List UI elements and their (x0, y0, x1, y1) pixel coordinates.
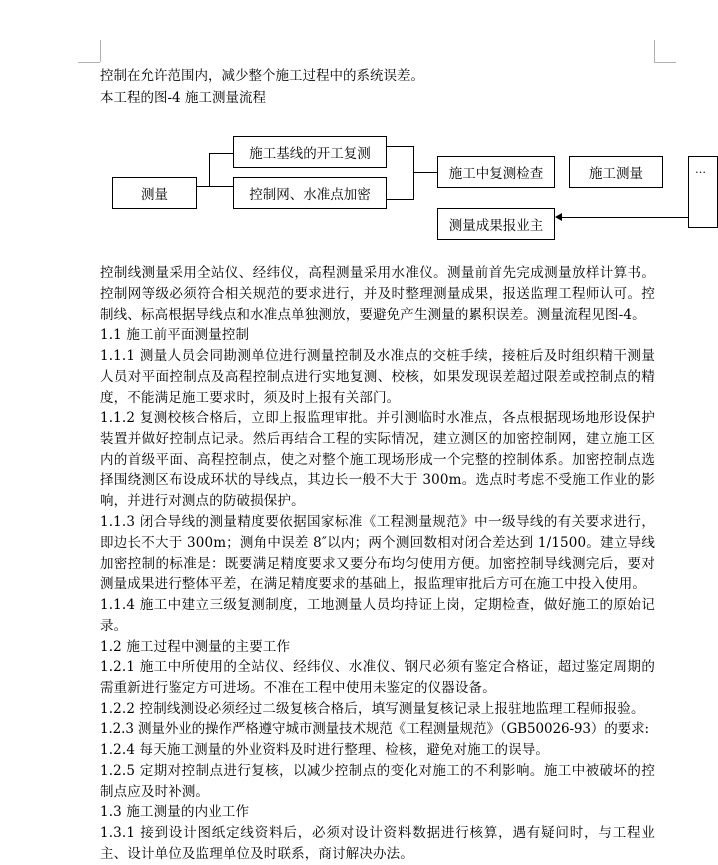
paragraph-1-1-2: 1.1.2 复测校核合格后，立即上报监理审批。并引测临时水准点，各点根据现场地形设保护装置并做好控制点记录。然后再结合工程的实际情况，建立测区的加密控制网，建立施工区内的首级平面、高程控制点，使之对整个施工现场形成一个完整的控制体系。加密控制点选择围绕测区布设成环状的导线点，其边长一般不大于 300m。选点时考虑不受施工作业的影响，并进行对测点的防破损保护。 (100, 410, 655, 510)
paragraph-1-2-4: 1.2.4 每天施工测量的外业资料及时进行整理、检核，避免对施工的误导。 (100, 742, 550, 758)
paragraph-1-1-3: 1.1.3 闭合导线的测量精度要依据国家标准《工程测量规范》中一级导线的有关要求进行，即边长不大于 300m；测角中误差 8″以内；两个测回数相对闭合差达到 1/1500。建立导线加密控制的标准是：既要满足精度要求又要分布均匀使用方便。加密控制导线测完后，要对测量成果进行整体平差，在满足精度要求的基础上，报监理审批后方可在施工中投入使用。 (100, 514, 655, 593)
edge-to-report (561, 217, 688, 218)
edge-from-baseline (387, 146, 413, 147)
edge-survey-out (197, 186, 209, 187)
node-control-network: 控制网、水准点加密 (233, 177, 387, 209)
heading-1-3: 1.3 施工测量的内业工作 (100, 804, 250, 820)
node-report: 测量成果报业主 (437, 208, 555, 240)
paragraph-1-1-1: 1.1.1 测量人员会同勘测单位进行测量控制及水准点的交桩手续，接桩后及时组织精干测量人员对平面控制点及高程控制点进行实地复测、校核，如果发现误差超过限差或控制点的精度，不能满足施工要求时，须及时上报有关部门。 (100, 348, 655, 406)
edge-left-vertical (209, 153, 210, 187)
survey-flowchart (0, 0, 706, 250)
figure-caption: 本工程的图-4 施工测量流程 (100, 90, 266, 106)
paragraph-overview: 控制线测量采用全站仪、经纬仪，高程测量采用水准仪。测量前首先完成测量放样计算书。控制网等级必须符合相关规范的要求进行，并及时整理测量成果，报送监理工程师认可。控制线、标高根据导线点和水准点单独测放，要避免产生测量的累积误差。测量流程见图-4。 (100, 265, 655, 323)
paragraph-1-1-4: 1.1.4 施工中建立三级复测制度，工地测量人员均持证上岗，定期检查，做好施工的原始记录。 (100, 597, 655, 634)
edge-right-vertical (413, 146, 414, 200)
paragraph-1-3-1: 1.3.1 接到设计图纸定线资料后，必须对设计资料数据进行核算，遇有疑问时，与工程业主、设计单位及监理单位及时联系，商讨解决办法。 (100, 825, 655, 862)
node-baseline-recheck: 施工基线的开工复测 (233, 136, 387, 168)
paragraph-1-2-2: 1.2.2 控制线测设必须经过二级复核合格后，填写测量复核记录上报驻地监理工程师报验。 (100, 701, 645, 717)
node-construction-survey: 施工测量 (569, 156, 663, 188)
paragraph-1-2-3: 1.2.3 测量外业的操作严格遵守城市测量技术规范《工程测量规范》（GB50026-93）的要求: (100, 721, 649, 737)
arrowhead-icon (555, 213, 562, 221)
intro-line-1: 控制在允许范围内，减少整个施工过程中的系统误差。 (100, 68, 424, 84)
heading-1-2: 1.2 施工过程中测量的主要工作 (100, 639, 291, 655)
cut-off-right-label: … (695, 163, 706, 176)
heading-1-1: 1.1 施工前平面测量控制 (100, 327, 250, 343)
edge-to-control-network (209, 186, 233, 187)
edge-to-mid-recheck (413, 172, 437, 173)
paragraph-1-2-5: 1.2.5 定期对控制点进行复核，以减少控制点的变化对施工的不利影响。施工中被破坏的控制点应及时补测。 (100, 763, 655, 800)
edge-from-control-network (387, 199, 413, 200)
paragraph-1-2-1: 1.2.1 施工中所使用的全站仪、经纬仪、水准仪、钢尺必须有鉴定合格证，超过鉴定周期的需重新进行鉴定方可进场。不准在工程中使用未鉴定的仪器设备。 (100, 659, 655, 696)
node-cut-off-right (688, 156, 718, 228)
node-mid-recheck: 施工中复测检查 (437, 156, 555, 188)
edge-to-baseline (209, 153, 233, 154)
node-survey: 测量 (112, 177, 197, 209)
